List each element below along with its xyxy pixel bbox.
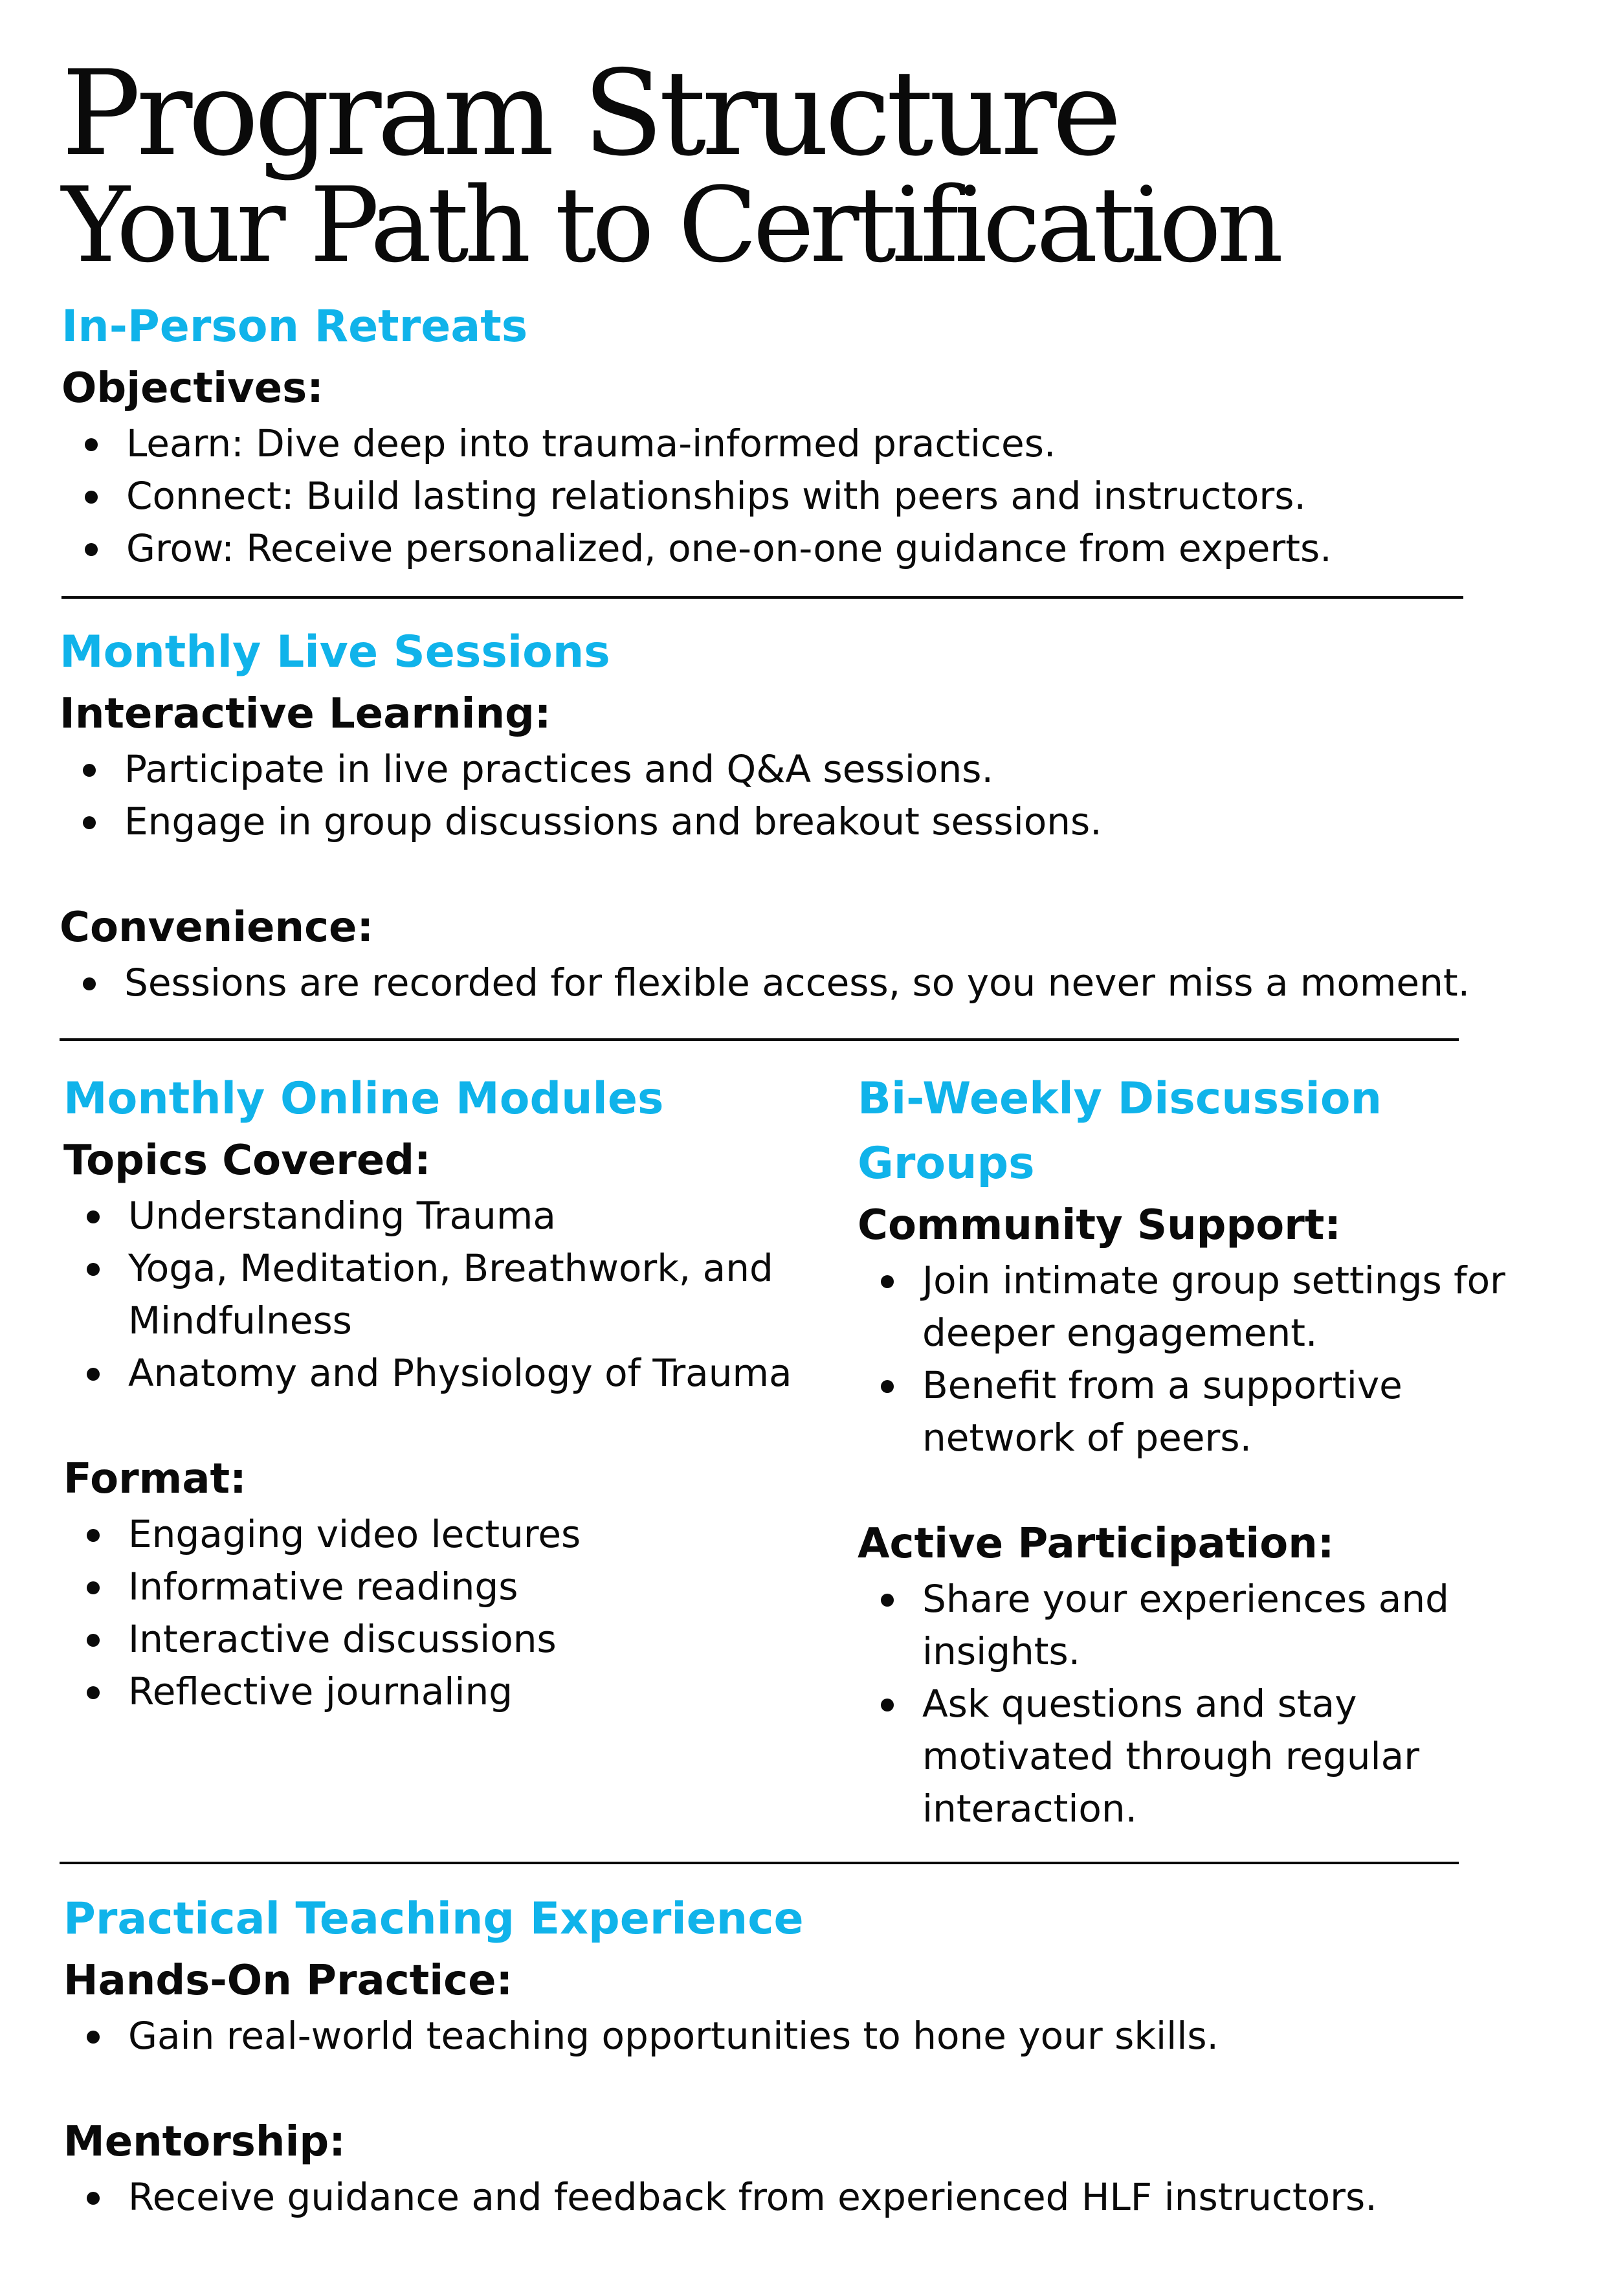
- bullet-icon: [87, 2192, 100, 2205]
- section-heading: Monthly Online Modules: [63, 1073, 664, 1124]
- subheading-convenience: Convenience:: [60, 904, 374, 952]
- subheading-mentorship: Mentorship:: [63, 2118, 346, 2166]
- bullet-icon: [87, 2031, 100, 2044]
- subheading-topics-covered: Topics Covered:: [63, 1137, 431, 1185]
- interactive-learning-list: [60, 743, 1516, 848]
- list-item: [61, 470, 1485, 522]
- bullet-icon: [85, 491, 98, 504]
- subheading-format: Format:: [63, 1455, 247, 1503]
- bullet-icon: [881, 1380, 894, 1393]
- list-item-text: Participate in live practices and Q&A sessions.: [124, 747, 993, 791]
- section-monthly-live-sessions: [60, 620, 1516, 1009]
- community-support-list: [858, 1254, 1557, 1464]
- section-bi-weekly-discussion-groups: [858, 1067, 1557, 1835]
- subheading-interactive-learning: Interactive Learning:: [60, 690, 551, 738]
- list-item: [63, 2171, 1520, 2224]
- subheading-hands-on-practice: Hands-On Practice:: [63, 1957, 513, 2005]
- list-item-text: Engaging video lectures: [128, 1512, 581, 1556]
- section-heading: Monthly Live Sessions: [60, 627, 610, 678]
- list-item-text: Join intimate group settings for deeper engagement.: [922, 1258, 1505, 1355]
- list-item: [63, 1190, 817, 1242]
- list-item: [61, 418, 1485, 470]
- mentorship-list: [63, 2171, 1520, 2224]
- list-item: [63, 1613, 817, 1666]
- bullet-icon: [87, 1368, 100, 1381]
- list-item-text: Connect: Build lasting relationships with peers and instructors.: [126, 474, 1306, 518]
- list-item: [63, 1561, 817, 1613]
- active-participation-list: [858, 1573, 1557, 1835]
- subheading-objectives: Objectives:: [61, 364, 324, 412]
- list-item: [63, 1347, 817, 1399]
- list-item-text: Interactive discussions: [128, 1617, 557, 1661]
- bullet-icon: [881, 1699, 894, 1711]
- bullet-icon: [87, 1634, 100, 1647]
- list-item-text: Receive guidance and feedback from experienced HLF instructors.: [128, 2175, 1377, 2219]
- list-item-text: Grow: Receive personalized, one-on-one guidance from experts.: [126, 526, 1332, 570]
- bullet-icon: [87, 1263, 100, 1276]
- bullet-icon: [83, 764, 96, 777]
- subheading-community-support: Community Support:: [858, 1201, 1341, 1249]
- section-heading: In-Person Retreats: [61, 301, 528, 352]
- bullet-icon: [87, 1529, 100, 1542]
- bullet-icon: [87, 1581, 100, 1594]
- hands-on-practice-list: [63, 2010, 1520, 2062]
- list-item-text: Yoga, Meditation, Breathwork, and Mindfulness: [128, 1246, 773, 1343]
- list-item: [858, 1678, 1557, 1835]
- page-subtitle: Your Path to Certification: [61, 164, 1280, 285]
- page-title: Program Structure: [61, 45, 1118, 182]
- section-heading: Bi-Weekly Discussion Groups: [858, 1073, 1382, 1189]
- section-monthly-online-modules: [63, 1067, 817, 1718]
- bullet-icon: [87, 1210, 100, 1223]
- divider: [60, 1862, 1459, 1864]
- subheading-active-participation: Active Participation:: [858, 1520, 1335, 1568]
- list-item: [60, 743, 1516, 796]
- list-item-text: Understanding Trauma: [128, 1194, 556, 1238]
- topics-list: [63, 1190, 817, 1399]
- list-item: [858, 1254, 1557, 1359]
- list-item: [858, 1573, 1557, 1678]
- list-item-text: Informative readings: [128, 1565, 518, 1609]
- list-item-text: Benefit from a supportive network of peers.: [922, 1363, 1402, 1460]
- divider: [60, 1038, 1459, 1041]
- objectives-list: [61, 418, 1485, 575]
- list-item: [63, 2010, 1520, 2062]
- format-list: [63, 1508, 817, 1718]
- list-item: [61, 522, 1485, 575]
- bullet-icon: [83, 816, 96, 829]
- section-practical-teaching-experience: [63, 1887, 1520, 2224]
- list-item-text: Gain real-world teaching opportunities to hone your skills.: [128, 2014, 1219, 2058]
- list-item-text: Ask questions and stay motivated through regular interaction.: [922, 1682, 1420, 1831]
- list-item-text: Share your experiences and insights.: [922, 1577, 1449, 1673]
- section-heading: Practical Teaching Experience: [63, 1893, 804, 1945]
- bullet-icon: [87, 1686, 100, 1699]
- list-item: [60, 796, 1516, 848]
- list-item-text: Learn: Dive deep into trauma-informed practices.: [126, 421, 1056, 465]
- list-item: [60, 957, 1516, 1009]
- bullet-icon: [881, 1275, 894, 1288]
- list-item-text: Sessions are recorded for flexible access, so you never miss a moment.: [124, 961, 1470, 1005]
- section-in-person-retreats: [61, 295, 1485, 575]
- list-item-text: Anatomy and Physiology of Trauma: [128, 1351, 792, 1395]
- bullet-icon: [881, 1594, 894, 1607]
- list-item: [63, 1242, 817, 1347]
- list-item: [858, 1359, 1557, 1464]
- list-item-text: Reflective journaling: [128, 1669, 513, 1713]
- list-item: [63, 1508, 817, 1561]
- bullet-icon: [85, 438, 98, 451]
- bullet-icon: [85, 543, 98, 556]
- list-item: [63, 1666, 817, 1718]
- list-item-text: Engage in group discussions and breakout sessions.: [124, 799, 1102, 843]
- divider: [61, 596, 1463, 599]
- convenience-list: [60, 957, 1516, 1009]
- bullet-icon: [83, 977, 96, 990]
